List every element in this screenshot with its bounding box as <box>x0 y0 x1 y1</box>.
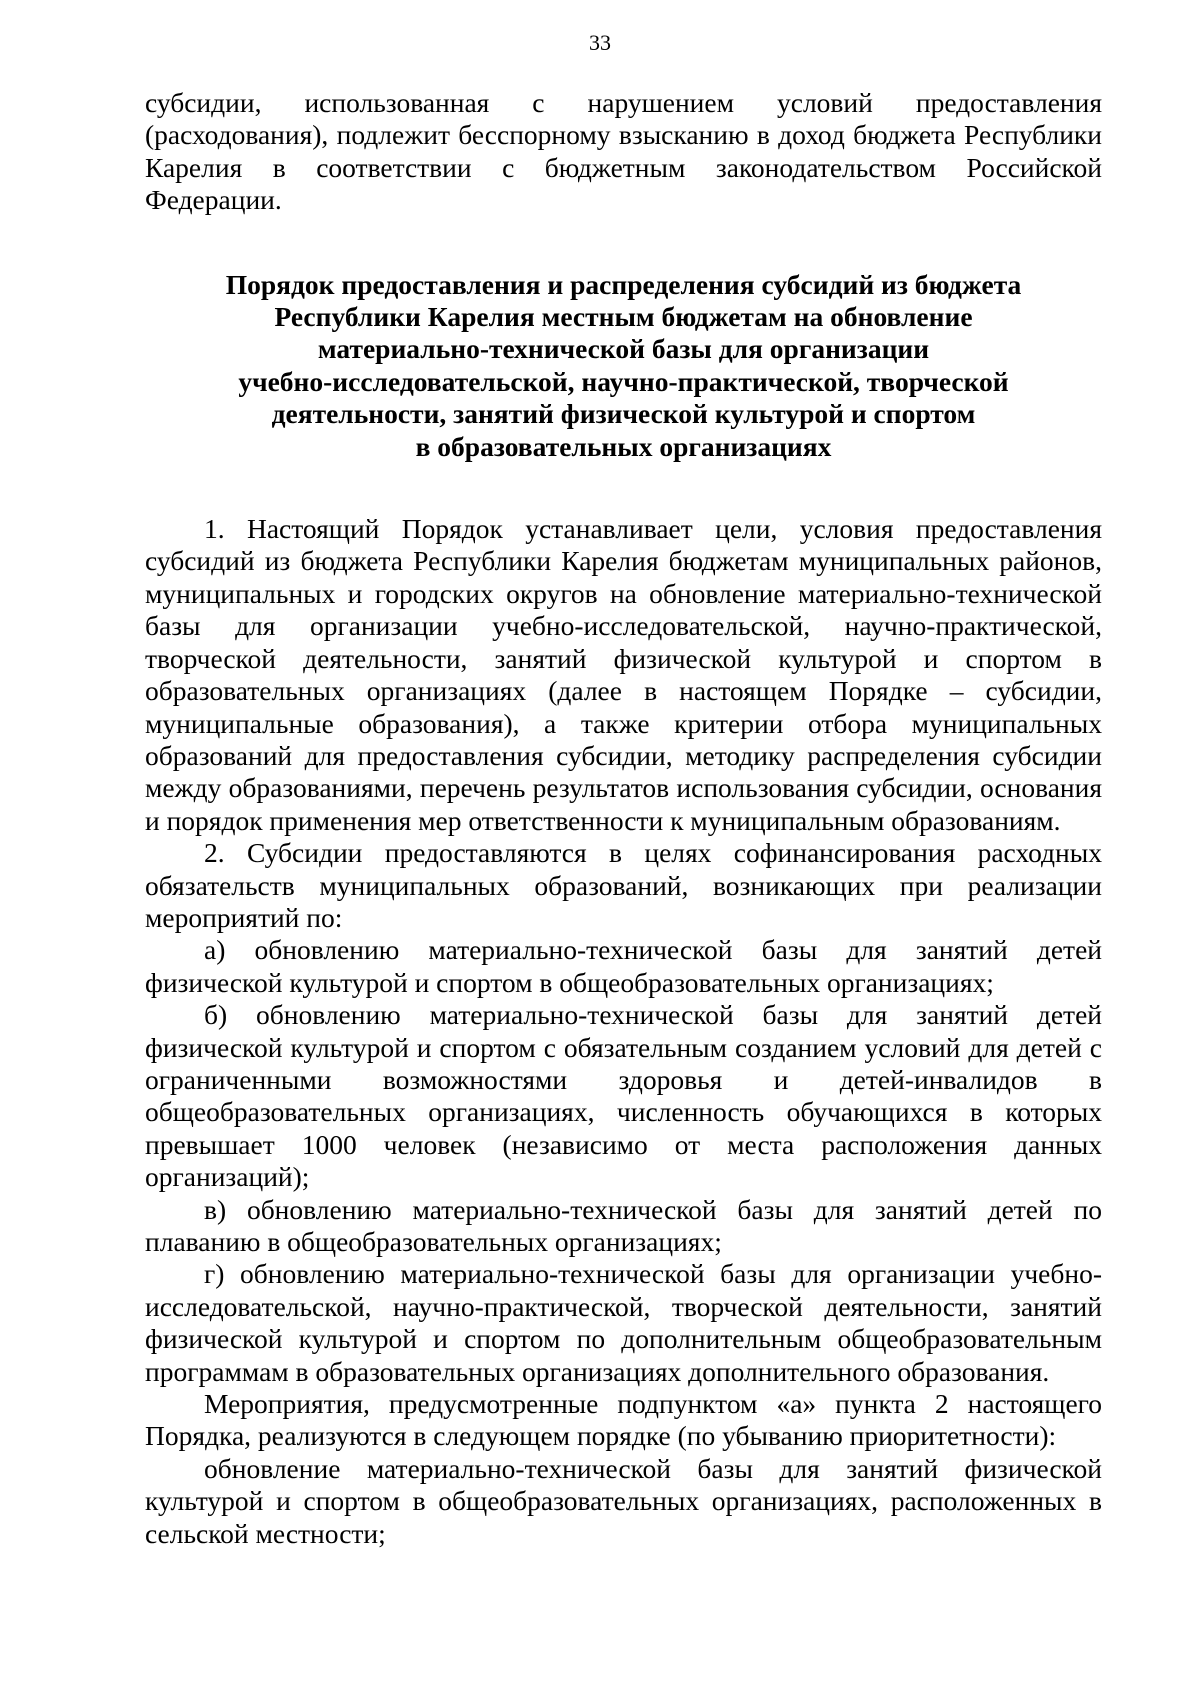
paragraph-item-1: 1. Настоящий Порядок устанавливает цели, условия предоставления субсидий из бюджета Республики Карелия бюджетам муниципальных районов, муниципальных и городских округов на обновление материально-технической базы для организации учебно-исследовательской, научно-практической, творческой деятельности, занятий физической культурой и спортом в образовательных организациях (далее в настоящем Порядке – субсидии, муниципальные образования), а также критерии отбора муниципальных образований для предоставления субсидии, методику распределения субсидии между образованиями, перечень результатов использования субсидии, основания и порядок применения мер ответственности к муниципальным образованиям. <box>145 513 1102 836</box>
section-heading <box>145 269 1102 463</box>
subitem-g: г) обновлению материально-технической базы для организации учебно-исследовательской, научно-практической, творческой деятельности, занятий физической культурой и спортом по дополнительным общеобразовательным программам в образовательных организациях дополнительного образования. <box>145 1258 1102 1387</box>
subitem-v: в) обновлению материально-технической базы для занятий детей по плаванию в общеобразовательных организациях; <box>145 1193 1102 1257</box>
page-number: 33 <box>589 30 611 55</box>
heading-line: Республики Карелия местным бюджетам на обновление <box>274 301 973 333</box>
heading-line: деятельности, занятий физической культурой и спортом <box>271 398 976 430</box>
subitem-a: а) обновлению материально-технической базы для занятий детей физической культурой и спортом в общеобразовательных организациях; <box>145 934 1102 998</box>
document-body <box>145 87 1102 1550</box>
heading-line: Порядок предоставления и распределения субсидий из бюджета <box>225 268 1022 300</box>
heading-line: материально-технической базы для организации <box>317 333 930 365</box>
intro-paragraph: субсидии, использованная с нарушением условий предоставления (расходования), подлежит бесспорному взысканию в доход бюджета Республики Карелия в соответствии с бюджетным законодательством Российской Федерации. <box>145 87 1102 216</box>
paragraph-item-2: 2. Субсидии предоставляются в целях софинансирования расходных обязательств муниципальных образований, возникающих при реализации мероприятий по: <box>145 837 1102 933</box>
heading-line: учебно-исследовательской, научно-практической, творческой <box>238 365 1009 397</box>
priority-paragraph: Мероприятия, предусмотренные подпунктом «а» пункта 2 настоящего Порядка, реализуются в следующем порядке (по убыванию приоритетности): <box>145 1388 1102 1452</box>
heading-line: в образовательных организациях <box>415 430 832 462</box>
subitem-b: б) обновлению материально-технической базы для занятий детей физической культурой и спортом с обязательным созданием условий для детей с ограниченными возможностями здоровья и детей-инвалидов в общеобразовательных организациях, численность обучающихся в которых превышает 1000 человек (независимо от места расположения данных организаций); <box>145 999 1102 1193</box>
priority-item-rural: обновление материально-технической базы для занятий физической культурой и спортом в общеобразовательных организациях, расположенных в сельской местности; <box>145 1452 1102 1549</box>
